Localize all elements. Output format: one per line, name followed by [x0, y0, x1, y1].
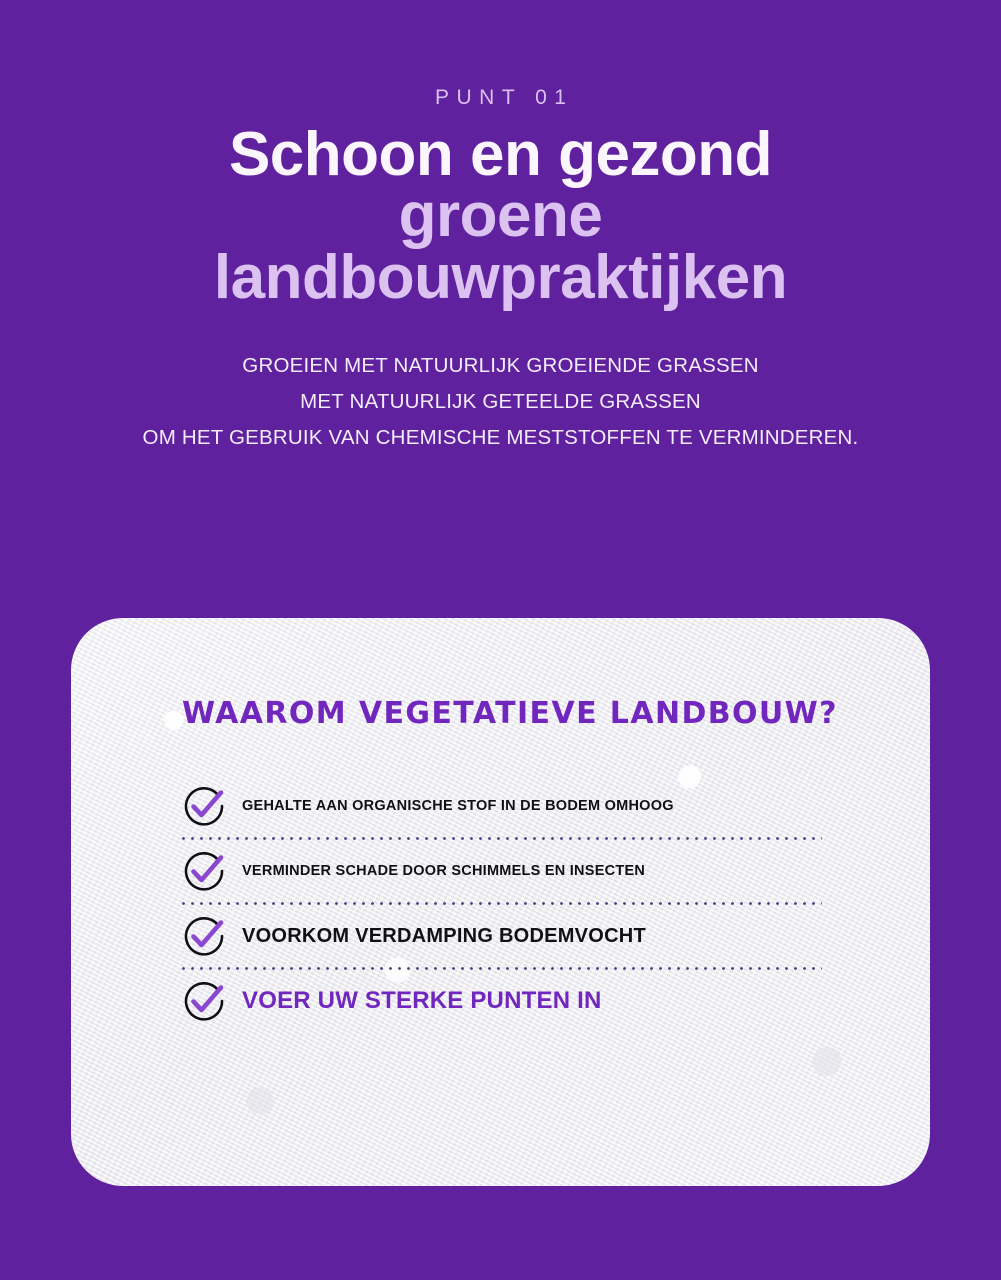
list-divider [179, 837, 822, 840]
list-item-label: GEHALTE AAN ORGANISCHE STOF IN DE BODEM OMHOOG [242, 798, 674, 814]
check-circle-icon [180, 912, 228, 960]
headline-line-3: landbouwpraktijken [213, 242, 788, 312]
subtitle-block [0, 348, 1001, 456]
list-divider [179, 967, 822, 970]
list-divider [179, 902, 822, 905]
header-section [0, 0, 1001, 456]
list-item-label: VERMINDER SCHADE DOOR SCHIMMELS EN INSECTEN [242, 863, 646, 879]
subtitle-line-3: OM HET GEBRUIK VAN CHEMISCHE MESTSTOFFEN TE VERMINDEREN. [142, 425, 859, 449]
check-circle-icon [180, 847, 228, 895]
list-item-label: VOER UW STERKE PUNTEN IN [242, 987, 602, 1014]
list-item-label: VOORKOM VERDAMPING BODEMVOCHT [242, 924, 646, 947]
benefits-card-inner [71, 618, 930, 1032]
eyebrow-label: PUNT 01 [435, 86, 574, 109]
subtitle-line-2: MET NATUURLIJK GETEELDE GRASSEN [300, 390, 701, 413]
page-title [0, 120, 1001, 312]
headline-line-2: groene [398, 181, 603, 251]
check-circle-icon [180, 782, 228, 830]
subtitle-line-1: GROEIEN MET NATUURLIJK GROEIENDE GRASSEN [242, 354, 759, 378]
benefits-checklist [180, 775, 821, 1032]
list-item[interactable] [180, 775, 821, 837]
list-item[interactable] [180, 840, 821, 902]
list-item[interactable] [180, 905, 821, 967]
benefits-card-title: WAAROM VEGETATIEVE LANDBOUW? [182, 696, 838, 731]
benefits-card [71, 618, 930, 1186]
headline-line-1: Schoon en gezond [228, 120, 773, 189]
list-item[interactable] [180, 970, 821, 1032]
check-circle-icon [180, 977, 228, 1025]
